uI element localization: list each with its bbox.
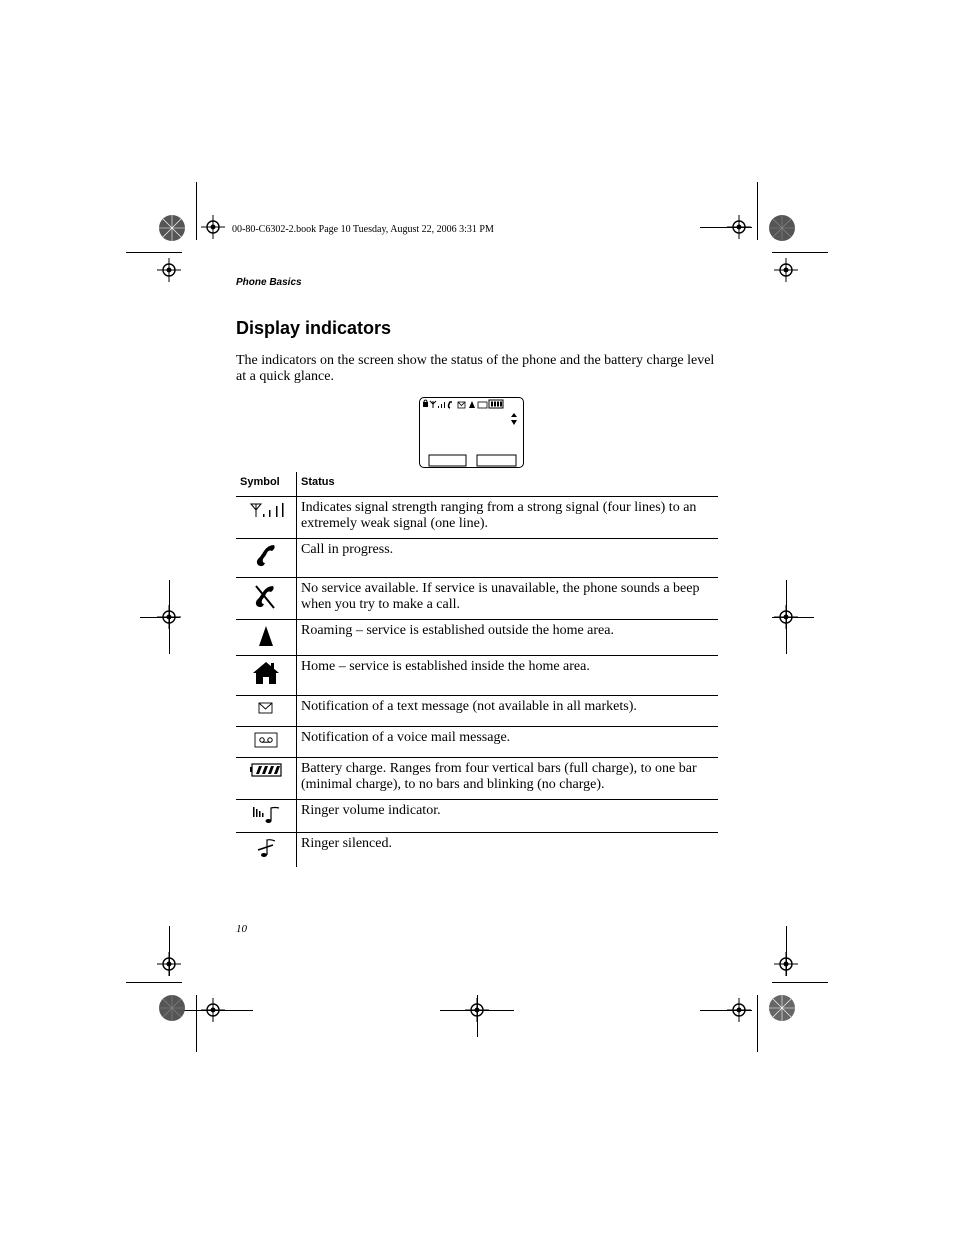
crop-line: [786, 926, 787, 976]
crop-line: [196, 995, 197, 1052]
table-row: [236, 696, 718, 727]
symbol-column-header: Symbol: [236, 472, 297, 497]
call-in-progress-icon: [236, 539, 297, 578]
status-text: Ringer volume indicator.: [297, 800, 719, 833]
registration-mark-icon: [157, 258, 181, 282]
registration-mark-icon: [201, 215, 225, 239]
crop-line: [196, 182, 197, 240]
roaming-icon: [236, 620, 297, 656]
phone-display-illustration: [419, 397, 524, 468]
crop-line: [169, 580, 170, 654]
print-header: 00-80-C6302-2.book Page 10 Tuesday, August 22, 2006 3:31 PM: [232, 224, 494, 235]
crop-line: [700, 227, 752, 228]
crop-line: [772, 252, 828, 253]
ringer-volume-icon: [236, 800, 297, 833]
intro-paragraph: The indicators on the screen show the status of the phone and the battery charge level at a quick glance.: [236, 353, 715, 384]
status-text: Home – service is established inside the home area.: [297, 656, 719, 696]
status-text: Indicates signal strength ranging from a strong signal (four lines) to an extremely weak signal (one line).: [297, 497, 719, 539]
table-row: [236, 656, 718, 696]
indicators-table: [236, 472, 718, 867]
page-title: Display indicators: [236, 318, 392, 338]
crop-line: [169, 926, 170, 976]
home-icon: [236, 656, 297, 696]
crop-line: [786, 580, 787, 654]
status-text: Battery charge. Ranges from four vertical bars (full charge), to one bar (minimal charge), to no bars and blinking (no charge).: [297, 758, 719, 800]
signal-strength-icon: [236, 497, 297, 539]
no-service-icon: [236, 578, 297, 620]
crop-line: [126, 982, 182, 983]
battery-icon: [236, 758, 297, 800]
status-text: Roaming – service is established outside the home area.: [297, 620, 719, 656]
page-number: 10: [236, 923, 247, 935]
crop-line: [772, 982, 828, 983]
table-row: [236, 727, 718, 758]
crop-line: [140, 617, 180, 618]
crop-line: [757, 995, 758, 1052]
status-text: Call in progress.: [297, 539, 719, 578]
registration-mark-icon: [774, 258, 798, 282]
crop-line: [772, 617, 814, 618]
starburst-mark-icon: [768, 994, 796, 1022]
table-row: [236, 620, 718, 656]
crop-line: [757, 182, 758, 240]
table-row: [236, 800, 718, 833]
status-text: No service available. If service is unavailable, the phone sounds a beep when you try to make a call.: [297, 578, 719, 620]
crop-line: [183, 1010, 253, 1011]
starburst-mark-icon: [768, 214, 796, 242]
status-text: Notification of a text message (not available in all markets).: [297, 696, 719, 727]
status-text: Notification of a voice mail message.: [297, 727, 719, 758]
starburst-mark-icon: [158, 994, 186, 1022]
crop-line: [700, 1010, 752, 1011]
section-label: Phone Basics: [236, 277, 302, 288]
status-text: Ringer silenced.: [297, 833, 719, 867]
voicemail-icon: [236, 727, 297, 758]
text-message-icon: [236, 696, 297, 727]
phone-status-bar-icon: [420, 398, 523, 467]
starburst-mark-icon: [158, 214, 186, 242]
table-row: [236, 833, 718, 867]
ringer-silenced-icon: [236, 833, 297, 867]
table-row: [236, 578, 718, 620]
table-row: [236, 539, 718, 578]
status-column-header: Status: [301, 476, 335, 488]
table-row: [236, 497, 718, 539]
table-row: [236, 758, 718, 800]
table-header-row: [236, 472, 718, 497]
crop-line: [126, 252, 182, 253]
crop-line: [477, 995, 478, 1037]
